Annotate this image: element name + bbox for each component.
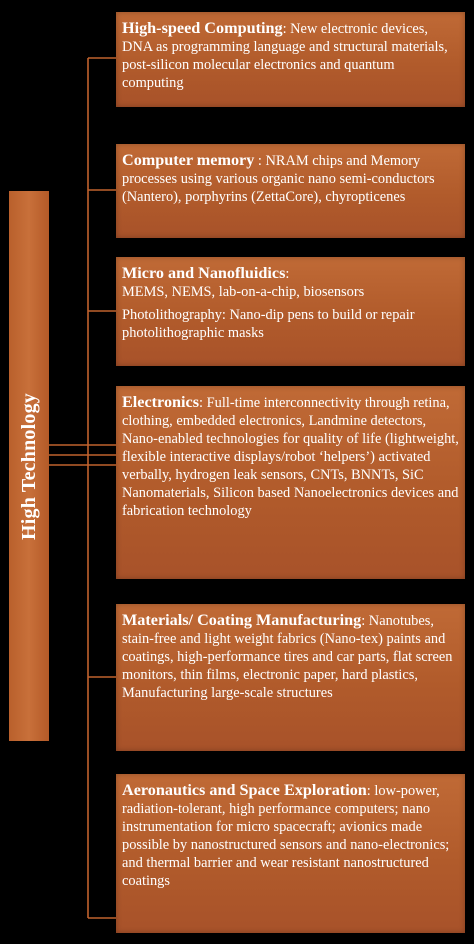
branch-title: Computer memory	[122, 151, 255, 169]
branch-box-high-speed-computing	[116, 12, 465, 107]
branch-description: : Nanotubes, stain-free and light weight fabrics (Nano-tex) paints and coatings, high-performance tires and car parts, flat screen monitors, thin films, electronic paper, hard plastics, Manufacturing large-scale structures	[122, 613, 453, 701]
branch-text	[122, 19, 459, 92]
branch-text	[122, 151, 459, 206]
branch-description: : NRAM chips and Memory processes using various organic nano semi-conductors (Nantero), porphyrins (ZettaCore), chyropticenes	[122, 153, 435, 205]
branch-description: : New electronic devices, DNA as programming language and structural materials, post-silicon molecular electronics and quantum computing	[122, 21, 448, 91]
branch-text	[122, 264, 459, 301]
branch-title: High-speed Computing	[122, 19, 283, 37]
branch-description: : Full-time interconnectivity through retina, clothing, embedded electronics, Landmine detectors, Nano-enabled technologies for quality of life (lightweight, flexible interactive displays/robot ‘helpers’) activated verbally, hydrogen leak sensors, CNTs, BNNTs, SiC Nanomaterials, Silicon based Nanoelectronics devices and fabrication technology	[122, 395, 459, 519]
branch-title: Micro and Nanofluidics	[122, 264, 286, 282]
branch-box-computer-memory	[116, 144, 465, 238]
branch-box-micro-nanofluidics	[116, 257, 465, 366]
branch-text	[122, 393, 459, 520]
branch-description-extra: Photolithography: Nano-dip pens to build or repair photolithographic masks	[122, 307, 415, 341]
branch-title: Aeronautics and Space Exploration	[122, 781, 367, 799]
main-topic-box	[9, 191, 49, 741]
branch-title: Electronics	[122, 393, 200, 411]
branch-text	[122, 781, 459, 890]
branch-title-suffix: :	[285, 266, 290, 282]
branch-box-electronics	[116, 386, 465, 579]
main-topic-label: High Technology	[17, 392, 40, 540]
branch-description: MEMS, NEMS, lab-on-a-chip, biosensors	[122, 284, 365, 300]
branch-box-aeronautics-space	[116, 774, 465, 933]
branch-description: : low-power, radiation-tolerant, high performance computers; nano instrumentation for micro spacecraft; avionics made possible by nanostructured sensors and nano-electronics; and thermal barrier and wear resistant nanostructured coatings	[122, 783, 450, 889]
branch-title: Materials/ Coating Manufacturing	[122, 611, 362, 629]
branch-box-materials-coating	[116, 604, 465, 751]
branch-text	[122, 611, 459, 702]
